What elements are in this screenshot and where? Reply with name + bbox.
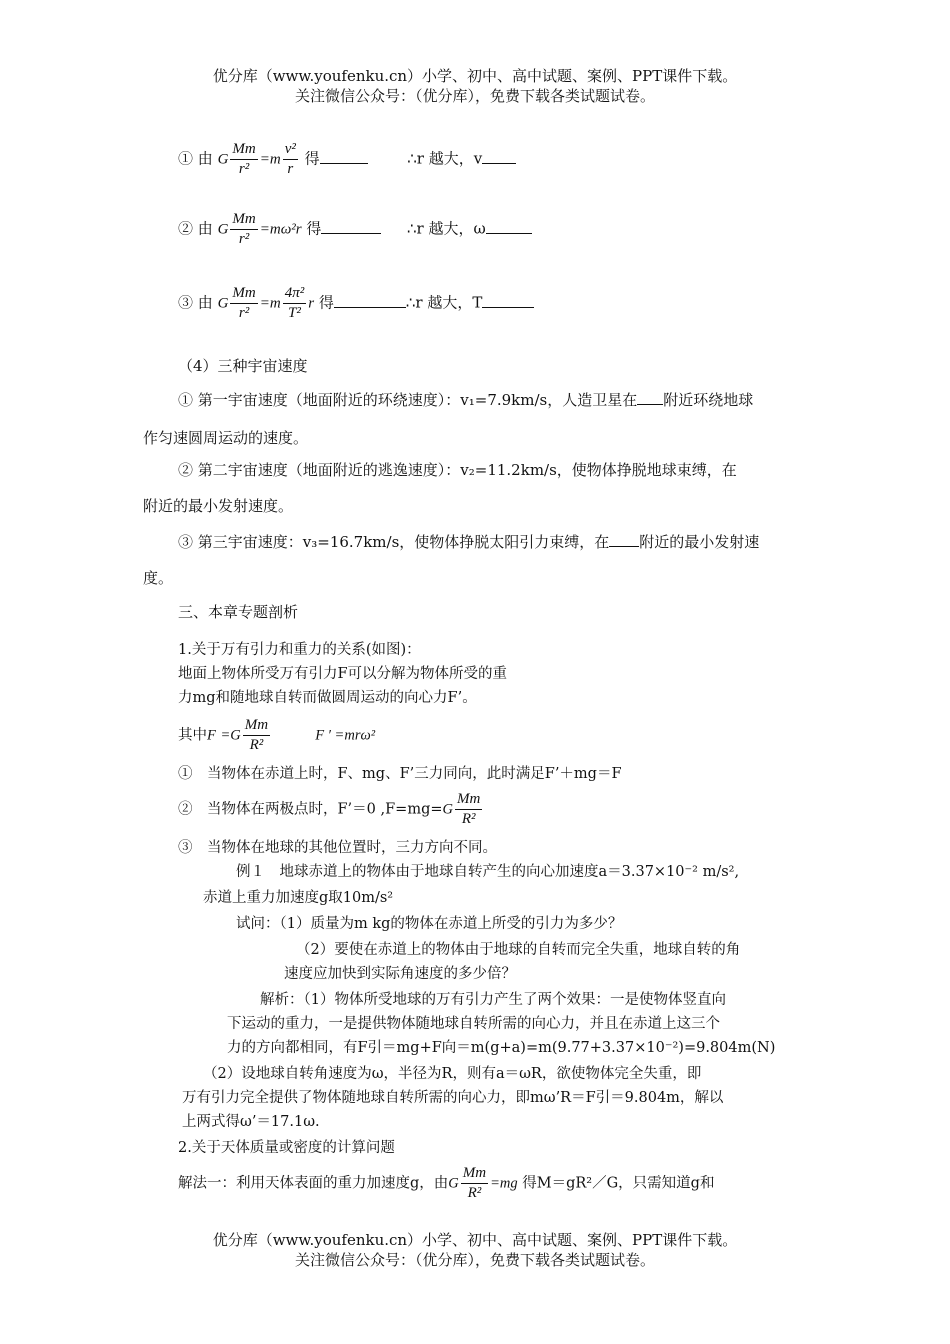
point-1-title: 1.关于万有引力和重力的关系(如图)： — [178, 642, 421, 658]
answer-blank[interactable] — [482, 293, 534, 308]
answer-1-line-1: 解析：（1）物体所受地球的万有引力产生了两个效果：一是使物体竖直向 — [260, 992, 726, 1008]
which-text: 其中 — [178, 727, 207, 744]
equals-G: =G — [220, 727, 241, 744]
symbol-G: G — [442, 801, 453, 818]
section-4-title: （4）三种宇宙速度 — [178, 357, 308, 375]
fraction-Mm-R2: $\frac{Mm}{\text{R²}}$ — [457, 791, 481, 827]
answer-blank[interactable] — [609, 532, 639, 547]
v1-text-a: ① 第一宇宙速度（地面附近的环绕速度）：v₁=7.9km/s，人造卫星在 — [178, 391, 638, 409]
v3-text-a: ③ 第三宇宙速度：v₃=16.7km/s，使物体挣脱太阳引力束缚，在 — [178, 533, 610, 551]
footer-line-1: 优分库（www.youfenku.cn）小学、初中、高中试题、案例、PPT课件下载。 — [212, 1231, 738, 1249]
footer-line-2: 关注微信公众号：（优分库），免费下载各类试题试卷。 — [294, 1251, 655, 1269]
symbol-r: r — [308, 295, 315, 312]
solution-1-text-a: 解法一：利用天体表面的重力加速度g，由 — [178, 1175, 449, 1192]
formula-2-tail: ∴r 越大，ω — [406, 219, 486, 238]
point-2-title: 2.关于天体质量或密度的计算问题 — [178, 1140, 395, 1156]
equals-m: =m — [259, 151, 281, 168]
symbol-G: G — [448, 1175, 459, 1192]
formula-row-2 — [178, 210, 532, 249]
solution-1 — [178, 1164, 714, 1203]
symbol-G: G — [217, 221, 229, 238]
point-1-line-2: 力mg和随地球自转而做圆周运动的向心力F’。 — [178, 690, 477, 706]
point-1-line-1: 地面上物体所受万有引力F可以分解为物体所受的重 — [178, 666, 508, 682]
get-text: 得 — [318, 293, 334, 312]
answer-2-line-3: 上两式得ω’＝17.1ω. — [182, 1114, 320, 1130]
answer-2-line-2: 万有引力完全提供了物体随地球自转所需的向心力，即mω’R＝F引＝9.804m，解以 — [182, 1090, 724, 1106]
get-text: 得 — [304, 149, 320, 168]
formula-3-prefix: ③ 由 — [178, 293, 213, 312]
fraction-Mm-R2: $\frac{Mm}{\text{R²}}$ — [244, 717, 269, 753]
answer-blank[interactable] — [637, 390, 663, 405]
formula-2-prefix: ② 由 — [178, 219, 213, 238]
question-2-line-2: 速度应加快到实际角速度的多少倍？ — [284, 966, 516, 982]
cosmic-velocity-2: ② 第二宇宙速度（地面附近的逃逸速度）：v₂=11.2km/s，使物体挣脱地球束缚，在 — [178, 461, 737, 479]
header-line-1: 优分库（www.youfenku.cn）小学、初中、高中试题、案例、PPT课件下载。 — [212, 67, 738, 85]
answer-1-line-2: 下运动的重力，一是提供物体随地球自转所需的向心力，并且在赤道上这三个 — [227, 1016, 720, 1032]
v3-text-b: 附近的最小发射速 — [639, 533, 760, 551]
answer-blank[interactable] — [320, 149, 368, 164]
formula-row-3 — [178, 284, 534, 323]
fraction-Mm-r2: $\frac{Mm}{\text{r²}}$ — [232, 285, 256, 321]
cosmic-velocity-2-cont: 附近的最小发射速度。 — [143, 497, 294, 515]
solution-1-text-b: 得M＝gR²／G，只需知道g和 — [522, 1175, 715, 1192]
formula-1-tail: ∴r 越大，v — [407, 149, 483, 168]
symbol-G: G — [217, 151, 229, 168]
get-text: 得 — [306, 219, 322, 238]
fraction-Mm-r2: $\frac{Mm}{\text{r²}}$ — [232, 141, 256, 177]
question-2-line-1: （2）要使在赤道上的物体由于地球的自转而完全失重，地球自转的角 — [296, 942, 741, 958]
question-1: 试问：（1）质量为m kg的物体在赤道上所受的引力为多少？ — [236, 916, 623, 932]
cosmic-velocity-3-cont: 度。 — [143, 569, 174, 587]
fraction-Mm-r2: $\frac{Mm}{\text{r²}}$ — [232, 211, 256, 247]
case-2-text: ② 当物体在两极点时，F’＝0 ,F=mg= — [178, 801, 443, 818]
fraction-4pi2-T2: $\frac{\text{4π²}}{\text{T²}}$ — [284, 285, 305, 321]
case-2 — [178, 790, 484, 829]
answer-blank[interactable] — [482, 149, 516, 164]
v1-text-b: 附近环绕地球 — [663, 391, 754, 409]
centripetal-formula: F ′ =mrω² — [315, 727, 376, 744]
case-3: ③ 当物体在地球的其他位置时，三力方向不同。 — [178, 840, 497, 856]
formula-1-prefix: ① 由 — [178, 149, 213, 168]
symbol-G: G — [217, 295, 229, 312]
fraction-Mm-R2: $\frac{Mm}{\text{R²}}$ — [462, 1165, 487, 1201]
example-1-line-2: 赤道上重力加速度g取10m/s² — [203, 890, 394, 906]
formula-3-tail: ∴r 越大，T — [405, 293, 483, 312]
answer-2-line-1: （2）设地球自转角速度为ω，半径为R，则有a＝ωR，欲使物体完全失重，即 — [203, 1066, 702, 1082]
cosmic-velocity-1-cont: 作匀速圆周运动的速度。 — [143, 429, 309, 447]
force-formula-row — [178, 716, 375, 755]
case-1: ① 当物体在赤道上时，F、mg、F’三力同向，此时满足F’＋mg＝F — [178, 766, 622, 782]
equals-mg: =mg — [490, 1175, 518, 1192]
formula-row-1 — [178, 140, 516, 179]
answer-1-line-3: 力的方向都相同，有F引＝mg+F向＝m(g+a)=m(9.77+3.37×10⁻²)=9.804m(N) — [227, 1040, 776, 1056]
answer-blank[interactable] — [321, 219, 381, 234]
cosmic-velocity-3 — [178, 532, 759, 552]
answer-blank[interactable] — [486, 219, 532, 234]
fraction-v2-r: $\frac{\text{v²}}{r}$ — [284, 141, 296, 177]
cosmic-velocity-1 — [178, 390, 753, 410]
equals-m: =m — [259, 295, 281, 312]
example-1-line-1: 例１ 地球赤道上的物体由于地球自转产生的向心加速度a＝3.37×10⁻² m/s², — [236, 864, 740, 880]
m-omega2-r: =mω²r — [259, 221, 302, 238]
section-3-title: 三、本章专题剖析 — [178, 603, 299, 621]
answer-blank[interactable] — [334, 293, 406, 308]
symbol-F: F — [207, 727, 216, 744]
header-line-2: 关注微信公众号：（优分库），免费下载各类试题试卷。 — [294, 87, 655, 105]
